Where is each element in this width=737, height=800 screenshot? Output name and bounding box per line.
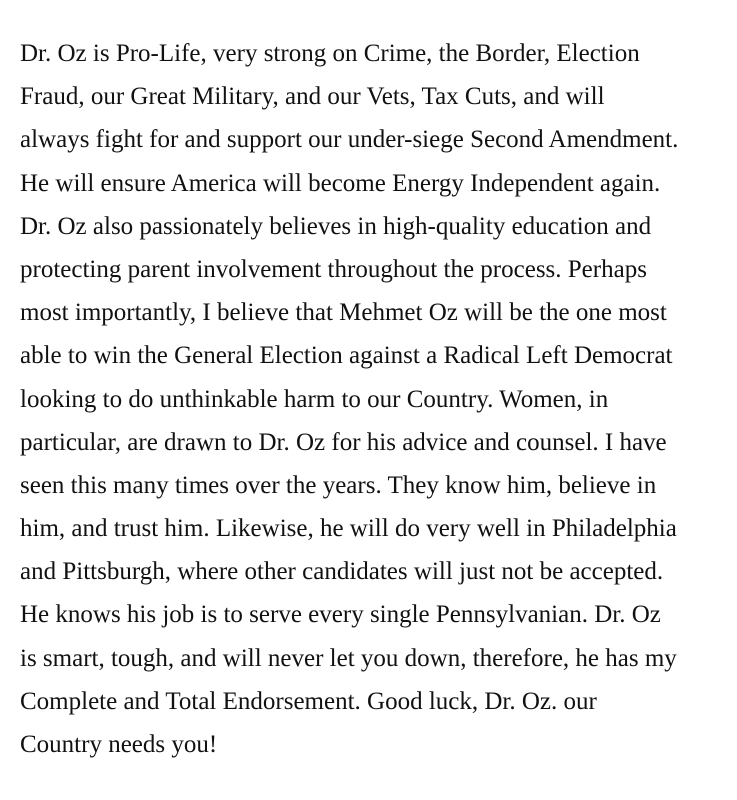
text-line: looking to do unthinkable harm to our Country. Women, in <box>20 385 609 413</box>
text-line: He will ensure America will become Energy Independent again. <box>20 169 661 197</box>
text-line: particular, are drawn to Dr. Oz for his advice and counsel. I have <box>20 428 667 456</box>
text-line: always fight for and support our under-siege Second Amendment. <box>20 126 679 154</box>
text-line: him, and trust him. Likewise, he will do very well in Philadelphia <box>20 515 677 543</box>
text-line: most importantly, I believe that Mehmet Oz will be the one most <box>20 299 667 327</box>
text-line: Complete and Total Endorsement. Good luck, Dr. Oz. our <box>20 687 597 715</box>
text-line: He knows his job is to serve every single Pennsylvanian. Dr. Oz <box>20 601 661 629</box>
text-line: Dr. Oz is Pro-Life, very strong on Crime, the Border, Election <box>20 40 640 67</box>
text-line: is smart, tough, and will never let you down, therefore, he has my <box>20 644 677 672</box>
text-line: and Pittsburgh, where other candidates will just not be accepted. <box>20 558 664 586</box>
text-line: Dr. Oz also passionately believes in high-quality education and <box>20 212 652 240</box>
text-line: protecting parent involvement throughout the process. Perhaps <box>20 255 647 283</box>
text-line: Country needs you! <box>20 731 218 758</box>
text-line: able to win the General Election against a Radical Left Democrat <box>20 342 673 370</box>
endorsement-statement <box>20 32 732 766</box>
text-line: Fraud, our Great Military, and our Vets, Tax Cuts, and will <box>20 83 605 111</box>
text-line: seen this many times over the years. They know him, believe in <box>20 471 657 499</box>
